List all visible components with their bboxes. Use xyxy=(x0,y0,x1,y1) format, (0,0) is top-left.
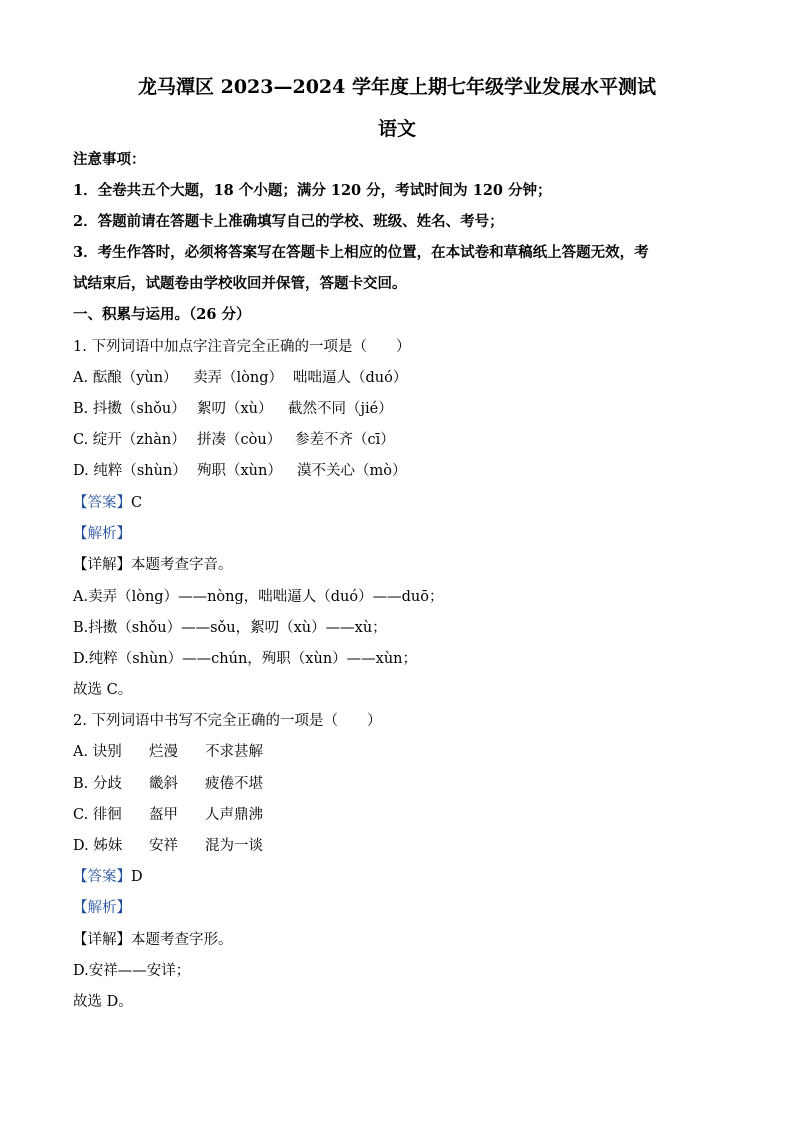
notice-item: 2．答题前请在答题卡上准确填写自己的学校、班级、姓名、考号； xyxy=(73,213,504,230)
option-word: 烂漫 xyxy=(149,744,178,760)
answer-line xyxy=(73,867,143,887)
notice-item: 3．考生作答时，必须将答案写在答题卡上相应的位置，在本试卷和草稿纸上答题无效，考 xyxy=(73,244,649,261)
notice-item: 1．全卷共五个大题，18 个小题；满分 120 分，考试时间为 120 分钟； xyxy=(73,182,552,199)
option-word: B. 抖擞（shǒu） xyxy=(73,401,186,417)
answer-label: 【答案】 xyxy=(73,869,131,885)
explanation-line: D.纯粹（shùn）——chún，殉职（xùn）——xùn； xyxy=(73,651,418,667)
notice-heading: 注意事项： xyxy=(73,151,146,168)
option-word: 不求甚解 xyxy=(205,744,263,760)
option-word: 参差不齐（cī） xyxy=(295,432,395,448)
analysis-label: 【解析】 xyxy=(73,526,131,542)
question-stem: 2. 下列词语中书写不完全正确的一项是（ ） xyxy=(73,713,382,729)
option-word: 咄咄逼人（duó） xyxy=(293,370,408,386)
option-word: 疲倦不堪 xyxy=(205,776,263,792)
option-row xyxy=(73,430,395,450)
option-row xyxy=(73,742,263,762)
option-word: 人声鼎沸 xyxy=(205,807,263,823)
answer-line xyxy=(73,493,142,513)
option-word: 殉职（xùn） xyxy=(197,463,282,479)
option-word: 卖弄（lòng） xyxy=(193,370,283,386)
detail-label: 【详解】 xyxy=(73,932,131,948)
option-row xyxy=(73,774,263,794)
detail-label: 【详解】 xyxy=(73,557,131,573)
conclusion-line: 故选 C。 xyxy=(73,682,133,698)
answer-label: 【答案】 xyxy=(73,495,131,511)
option-word: C. 绽开（zhàn） xyxy=(73,432,186,448)
analysis-label: 【解析】 xyxy=(73,900,131,916)
detail-line xyxy=(73,555,233,575)
subject-title: 语文 xyxy=(377,118,416,140)
option-word: C. 徘徊 xyxy=(73,807,122,823)
explanation-line: D.安祥——安详； xyxy=(73,963,191,979)
option-word: B. 分歧 xyxy=(73,776,122,792)
exam-title: 龙马潭区 2023—2024 学年度上期七年级学业发展水平测试 xyxy=(138,76,656,98)
option-word: 混为一谈 xyxy=(205,838,263,854)
detail-text: 本题考查字音。 xyxy=(131,557,233,573)
option-word: 截然不同（jié） xyxy=(288,401,393,417)
explanation-line: B.抖擞（shǒu）——sǒu，絮叨（xù）——xù； xyxy=(73,620,387,636)
option-word: D. 姊妹 xyxy=(73,838,123,854)
detail-text: 本题考查字形。 xyxy=(131,932,233,948)
answer-value: D xyxy=(131,869,143,885)
option-word: 盔甲 xyxy=(149,807,178,823)
option-row xyxy=(73,836,263,856)
question-stem: 1. 下列词语中加点字注音完全正确的一项是（ ） xyxy=(73,339,411,355)
option-row xyxy=(73,368,407,388)
conclusion-line: 故选 D。 xyxy=(73,994,133,1010)
option-row xyxy=(73,805,263,825)
option-row xyxy=(73,399,393,419)
section-heading: 一、积累与运用。（26 分） xyxy=(73,306,251,323)
explanation-line: A.卖弄（lòng）——nòng，咄咄逼人（duó）——duō； xyxy=(73,589,444,605)
option-word: 安祥 xyxy=(149,838,178,854)
option-word: A. 酝酿（yùn） xyxy=(73,370,178,386)
option-row xyxy=(73,461,406,481)
option-word: 拼凑（còu） xyxy=(197,432,282,448)
notice-item: 试结束后，试题卷由学校收回并保管，答题卡交回。 xyxy=(73,275,407,292)
option-word: 絮叨（xù） xyxy=(197,401,273,417)
option-word: 畿斜 xyxy=(149,776,178,792)
option-word: 漠不关心（mò） xyxy=(297,463,407,479)
option-word: D. 纯粹（shùn） xyxy=(73,463,187,479)
detail-line xyxy=(73,930,233,950)
answer-value: C xyxy=(131,495,143,511)
option-word: A. 诀别 xyxy=(73,744,122,760)
